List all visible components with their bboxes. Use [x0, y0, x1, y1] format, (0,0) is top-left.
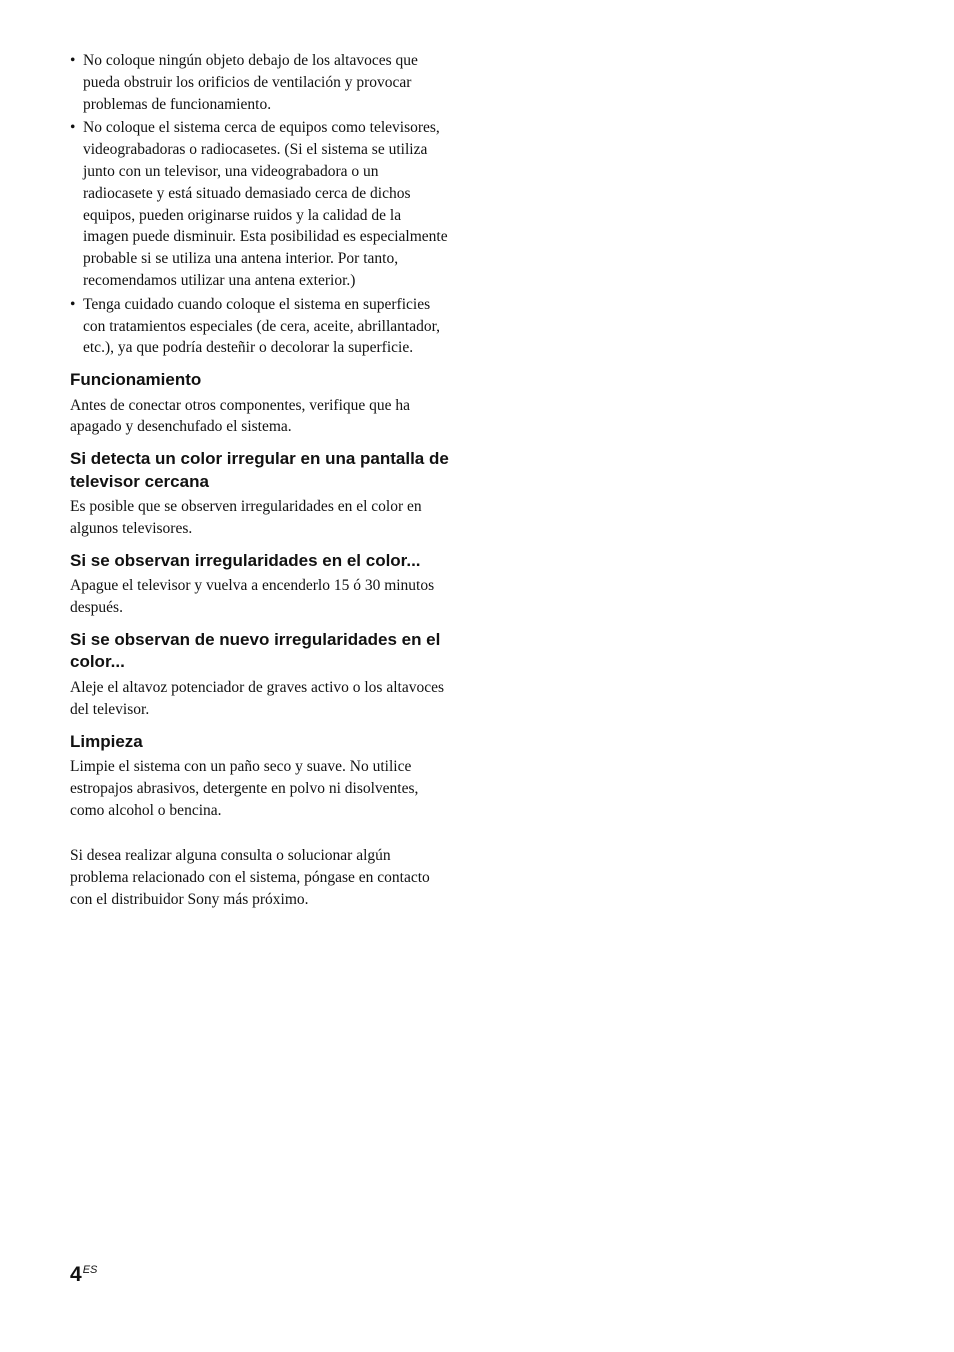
list-item: [70, 50, 450, 115]
page-number: [70, 1258, 97, 1287]
list-item-text: Tenga cuidado cuando coloque el sistema en superficies con tratamientos especiales (de cera, aceite, abrillantador, etc.), ya que podría desteñir o decolorar la superficie.: [83, 295, 440, 357]
bullet-icon: •: [70, 119, 76, 137]
list-item: [70, 117, 450, 291]
section-body: Apague el televisor y vuelva a encenderlo 15 ó 30 minutos después.: [70, 577, 435, 617]
list-item-text: No coloque el sistema cerca de equipos como televisores, videograbadoras o radiocasetes. (Si el sistema se utiliza junto con un televisor, una videograbadora o un radiocasete y está situado demasiado cerca de dichos equipos, pueden originarse ruidos y la calidad de la imagen puede disminuir. Esta posibilidad es especialmente probable si se utiliza una antena interior. Por tanto, recomendamos utilizar una antena exterior.): [83, 119, 448, 289]
section-heading: Funcionamiento: [70, 370, 202, 390]
section-heading: Si se observan irregularidades en el color...: [70, 550, 421, 570]
section-body: Limpie el sistema con un paño seco y suave. No utilice estropajos abrasivos, detergente en polvo ni disolventes, como alcohol o bencina.: [70, 758, 419, 819]
section-if-irregularities-again: [70, 629, 450, 721]
list-item-text: No coloque ningún objeto debajo de los altavoces que pueda obstruir los orificios de ventilación y provocar problemas de funcionamiento.: [83, 52, 418, 113]
text-column: [70, 50, 450, 911]
list-item: [70, 294, 450, 359]
section-body: Antes de conectar otros componentes, verifique que ha apagado y desenchufado el sistema.: [70, 396, 411, 436]
section-heading: Si detecta un color irregular en una pantalla de televisor cercana: [70, 449, 449, 491]
section-heading: Si se observan de nuevo irregularidades en el color...: [70, 629, 441, 672]
section-body: Es posible que se observen irregularidades en el color en algunos televisores.: [70, 498, 422, 538]
section-cleaning: [70, 731, 450, 822]
page-number-value: 4: [70, 1263, 82, 1286]
bullet-icon: •: [70, 52, 76, 69]
section-heading: Limpieza: [70, 731, 143, 751]
bullet-icon: •: [70, 295, 76, 313]
precautions-list: [70, 50, 450, 359]
page-language-code: ES: [82, 1264, 98, 1276]
contact-note-text: Si desea realizar alguna consulta o solucionar algún problema relacionado con el sistema, póngase en contacto con el distribuidor Sony más próximo.: [70, 847, 430, 909]
section-color-irregularity: [70, 448, 450, 540]
contact-note: [70, 845, 450, 910]
section-body: Aleje el altavoz potenciador de graves activo o los altavoces del televisor.: [70, 678, 444, 718]
section-operation: [70, 369, 450, 438]
section-if-irregularities: [70, 550, 450, 619]
